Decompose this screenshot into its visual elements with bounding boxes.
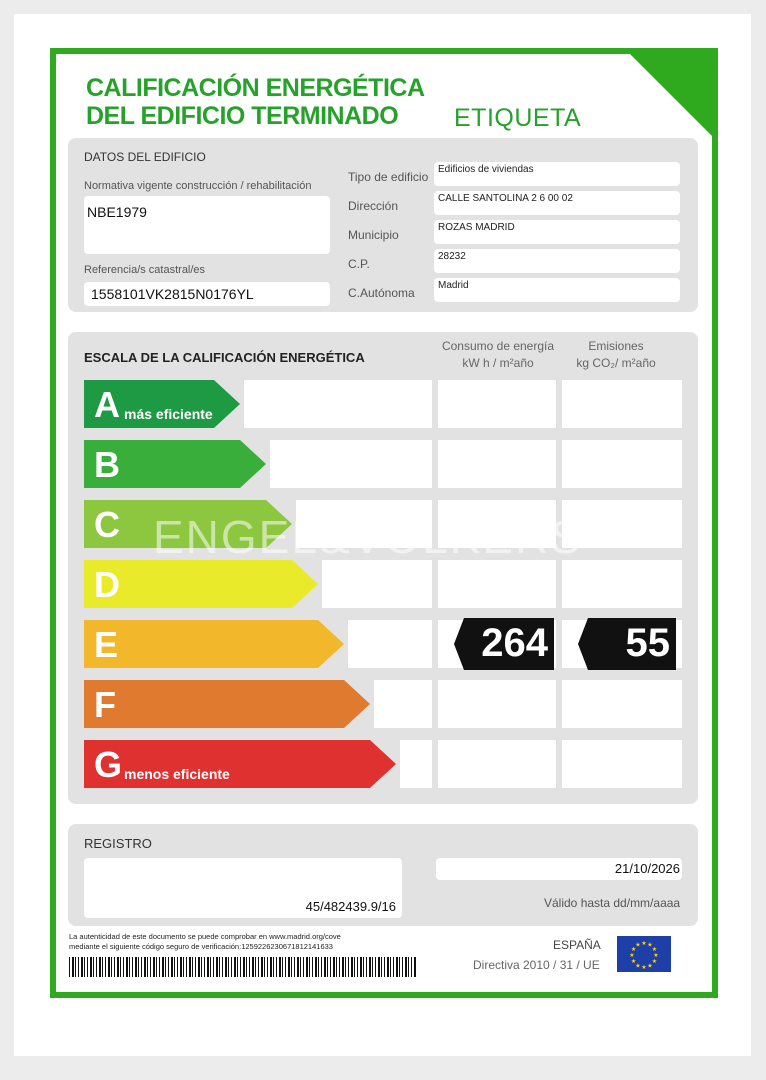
svg-text:★: ★ bbox=[651, 958, 658, 965]
energy-class-letter: D bbox=[94, 564, 120, 605]
emissions-value-cell bbox=[562, 560, 682, 608]
direccion-label: Dirección bbox=[348, 199, 399, 213]
referencia-field bbox=[84, 282, 330, 306]
svg-text:★: ★ bbox=[641, 964, 647, 971]
energy-class-caption: menos eficiente bbox=[124, 766, 230, 782]
tipo-label: Tipo de edificio bbox=[348, 170, 429, 184]
title-line1: CALIFICACIÓN ENERGÉTICA bbox=[86, 74, 425, 102]
emissions-header-line1: Emisiones bbox=[588, 339, 644, 353]
cp-label: C.P. bbox=[348, 257, 370, 271]
direccion-field bbox=[434, 191, 680, 215]
municipio-field bbox=[434, 220, 680, 244]
country-label: ESPAÑA bbox=[553, 938, 601, 952]
energy-header-line1: Consumo de energía bbox=[441, 339, 555, 353]
energy-value-cell bbox=[438, 440, 556, 488]
energy-header-line2: kW h / m²año bbox=[462, 356, 534, 370]
emissions-rating-badge bbox=[588, 618, 676, 670]
valid-date: 21/10/2026 bbox=[614, 861, 680, 876]
energy-class-letter: G bbox=[94, 744, 123, 785]
municipio-value: ROZAS MADRID bbox=[438, 222, 515, 233]
corner-decoration bbox=[630, 54, 712, 136]
scale-row-track bbox=[244, 380, 432, 428]
energy-value-cell bbox=[438, 740, 556, 788]
valid-date-field bbox=[436, 858, 682, 880]
energy-class-caption: más eficiente bbox=[124, 406, 213, 422]
ccaa-label: C.Autónoma bbox=[348, 286, 415, 300]
verification-note-line2: mediante el siguiente código seguro de verificación:1259226230671812141633 bbox=[69, 942, 333, 951]
energy-value-cell bbox=[438, 680, 556, 728]
emissions-header-line2: kg CO₂/ m²año bbox=[576, 356, 656, 370]
energy-class-letter: B bbox=[94, 444, 120, 485]
registry-number: 45/482439.9/16 bbox=[305, 899, 396, 914]
svg-text:★: ★ bbox=[651, 946, 658, 953]
referencia-label: Referencia/s catastral/es bbox=[84, 264, 206, 276]
svg-text:★: ★ bbox=[635, 941, 641, 949]
watermark: ENGEL&VÖLKERS bbox=[153, 511, 583, 563]
directive-label: Directiva 2010 / 31 / UE bbox=[473, 958, 600, 972]
scale-row-track bbox=[348, 620, 432, 668]
svg-text:★: ★ bbox=[630, 958, 637, 965]
normativa-field bbox=[84, 196, 330, 254]
energy-class-letter: C bbox=[94, 504, 120, 545]
scale-title: ESCALA DE LA CALIFICACIÓN ENERGÉTICA bbox=[84, 350, 365, 365]
tipo-value: Edificios de viviendas bbox=[438, 164, 534, 175]
emissions-value-cell bbox=[562, 680, 682, 728]
scale-row-track bbox=[374, 680, 432, 728]
cp-field bbox=[434, 249, 680, 273]
svg-text:★: ★ bbox=[635, 962, 641, 970]
title-line2: DEL EDIFICIO TERMINADO bbox=[86, 102, 399, 130]
emissions-column-header bbox=[556, 338, 676, 372]
registry-number-field bbox=[84, 858, 402, 918]
eu-flag bbox=[617, 936, 671, 972]
svg-text:★: ★ bbox=[653, 952, 659, 959]
svg-text:★: ★ bbox=[647, 962, 653, 970]
energy-class-letter: F bbox=[94, 684, 116, 725]
direccion-value: CALLE SANTOLINA 2 6 00 02 bbox=[438, 193, 573, 204]
normativa-value: NBE1979 bbox=[87, 204, 147, 220]
building-section-title: DATOS DEL EDIFICIO bbox=[84, 150, 206, 164]
tipo-field bbox=[434, 162, 680, 186]
verification-note-line1: La autenticidad de este documento se puede comprobar en www.madrid.org/cove bbox=[69, 932, 341, 941]
energy-scale-panel bbox=[68, 332, 698, 804]
municipio-label: Municipio bbox=[348, 228, 399, 242]
label-inner bbox=[56, 54, 712, 992]
eu-stars-icon bbox=[617, 936, 671, 972]
emissions-value-cell bbox=[562, 440, 682, 488]
scale-row-track bbox=[322, 560, 432, 608]
normativa-label: Normativa vigente construcción / rehabilitación bbox=[84, 180, 312, 192]
registry-title: REGISTRO bbox=[84, 836, 152, 851]
energy-class-letter: E bbox=[94, 624, 119, 665]
energy-column-header bbox=[438, 338, 558, 372]
energy-value-cell bbox=[438, 560, 556, 608]
svg-text:★: ★ bbox=[647, 941, 653, 949]
label-type: ETIQUETA bbox=[454, 104, 582, 132]
svg-text:★: ★ bbox=[641, 940, 647, 947]
registry-panel bbox=[68, 824, 698, 926]
valid-until-label: Válido hasta dd/mm/aaaa bbox=[544, 896, 681, 910]
barcode bbox=[69, 957, 417, 977]
ccaa-value: Madrid bbox=[438, 280, 469, 291]
emissions-rating-value: 55 bbox=[625, 621, 670, 665]
scale-row-track bbox=[400, 740, 432, 788]
svg-text:★: ★ bbox=[629, 952, 635, 959]
emissions-value-cell bbox=[562, 380, 682, 428]
cp-value: 28232 bbox=[438, 251, 466, 262]
referencia-value: 1558101VK2815N0176YL bbox=[91, 286, 254, 302]
svg-text:★: ★ bbox=[630, 946, 637, 953]
energy-class-letter: A bbox=[94, 384, 120, 425]
energy-value-cell bbox=[438, 380, 556, 428]
ccaa-field bbox=[434, 278, 680, 302]
emissions-value-cell bbox=[562, 740, 682, 788]
building-data-panel bbox=[68, 138, 698, 312]
energy-rating-badge bbox=[464, 618, 554, 670]
energy-rating-value: 264 bbox=[481, 621, 548, 665]
label-frame bbox=[50, 48, 718, 998]
scale-row-track bbox=[270, 440, 432, 488]
